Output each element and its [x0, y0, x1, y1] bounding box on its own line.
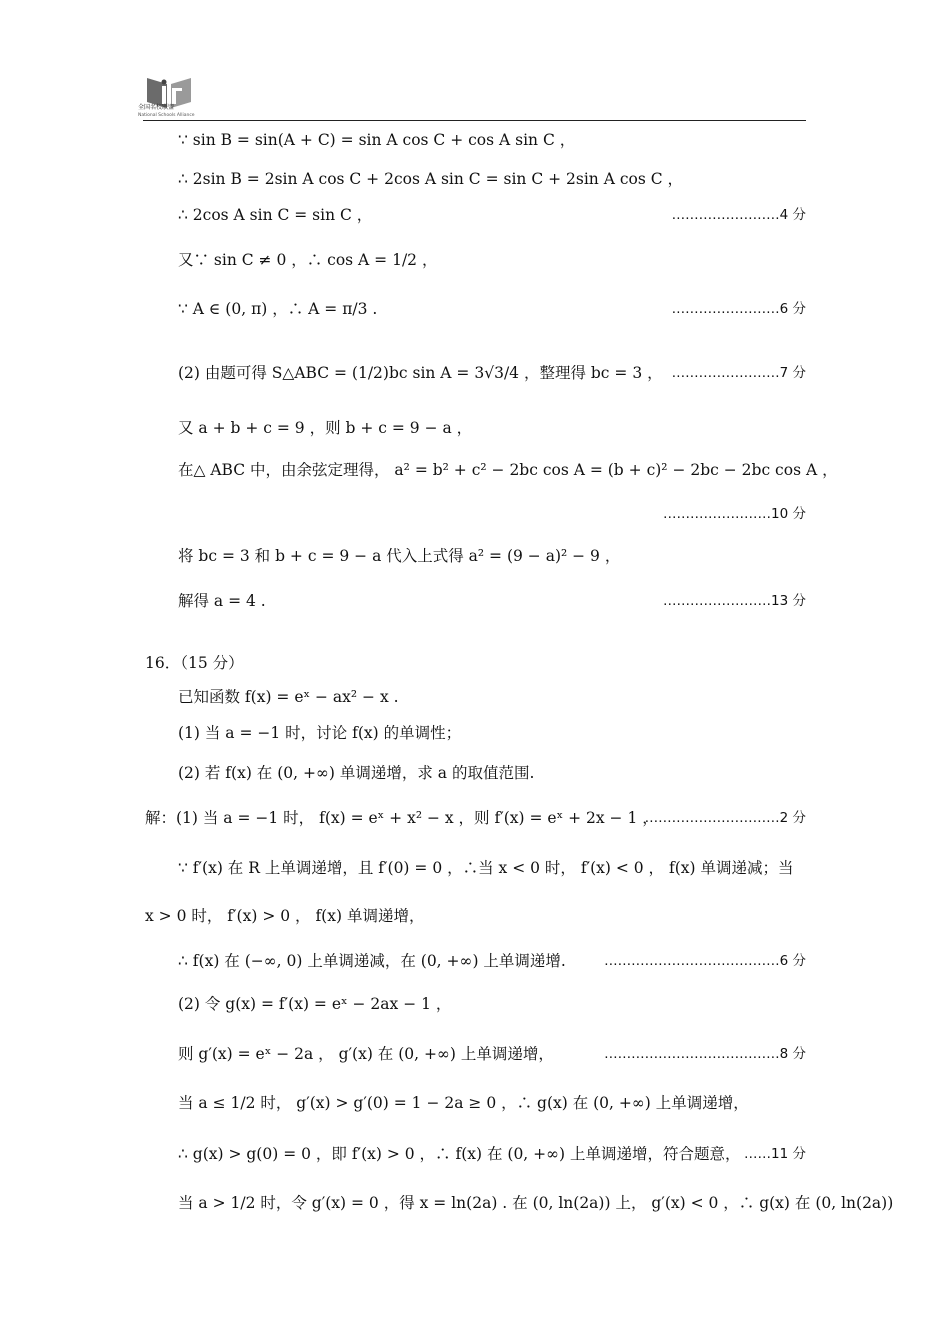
text-line: 解：(1) 当 a = −1 时， f(x) = eˣ + x² − x ，则 f′(x) = eˣ + 2x − 1 ，: [145, 809, 658, 827]
score-marker: ……………………13 分: [663, 593, 806, 609]
text-line: ∵ sin B = sin(A + C) = sin A cos C + cos A sin C ，: [178, 131, 576, 149]
text-line: 16．（15 分）: [145, 654, 244, 672]
text-line: 当 a > 1/2 时，令 g′(x) = 0 ，得 x = ln(2a) . 在 (0, ln(2a)) 上， g′(x) < 0 ，∴ g(x) 在 (0, ln(2a)): [178, 1194, 894, 1212]
text-line: (2) 由题可得 S△ABC = (1/2)bc sin A = 3√3/4 ，整理得 bc = 3 ，: [178, 364, 663, 382]
text-line: x > 0 时， f′(x) > 0 ， f(x) 单调递增，: [145, 907, 425, 925]
text-line: ∴ f(x) 在 (−∞, 0) 上单调递减，在 (0, +∞) 上单调递增.: [178, 952, 566, 970]
score-marker: …………………………………8 分: [604, 1046, 806, 1062]
text-line: ∵ f′(x) 在 R 上单调递增，且 f′(0) = 0 ，∴当 x < 0 时， f′(x) < 0 ， f(x) 单调递减；当: [178, 859, 794, 877]
logo-en: National Schools Alliance: [138, 113, 195, 118]
text-line: (2) 若 f(x) 在 (0, +∞) 单调递增，求 a 的取值范围.: [178, 764, 535, 782]
text-line: 则 g′(x) = eˣ − 2a ， g′(x) 在 (0, +∞) 上单调递增，: [178, 1045, 554, 1063]
logo-cn: 全国名校联盟: [138, 104, 175, 111]
score-marker: ……11 分: [744, 1146, 806, 1162]
score-marker: …………………………………6 分: [604, 953, 806, 969]
score-marker: ……………………10 分: [663, 506, 806, 522]
score-marker: ……………………4 分: [671, 207, 806, 223]
text-line: 又∵ sin C ≠ 0 ，∴ cos A = 1/2 ，: [178, 251, 438, 269]
score-marker: …………………………2 分: [644, 810, 806, 826]
score-marker: ……………………6 分: [671, 301, 806, 317]
text-line: 在△ ABC 中，由余弦定理得， a² = b² + c² − 2bc cos A = (b + c)² − 2bc − 2bc cos A ，: [178, 461, 838, 479]
text-line: 当 a ≤ 1/2 时， g′(x) > g′(0) = 1 − 2a ≥ 0 ，∴ g(x) 在 (0, +∞) 上单调递增，: [178, 1094, 749, 1112]
text-line: ∴ g(x) > g(0) = 0 ，即 f′(x) > 0 ，∴ f(x) 在 (0, +∞) 上单调递增，符合题意，: [178, 1145, 741, 1163]
text-line: ∴ 2cos A sin C = sin C ，: [178, 206, 373, 224]
text-line: (2) 令 g(x) = f′(x) = eˣ − 2ax − 1 ，: [178, 995, 452, 1013]
text-line: 已知函数 f(x) = eˣ − ax² − x .: [178, 688, 399, 706]
text-line: ∵ A ∈ (0, π) ，∴ A = π/3 .: [178, 300, 378, 318]
logo-caption: [138, 104, 208, 120]
text-line: ∴ 2sin B = 2sin A cos C + 2cos A sin C = sin C + 2sin A cos C ，: [178, 170, 684, 188]
score-marker: ……………………7 分: [671, 365, 806, 381]
text-line: 解得 a = 4 .: [178, 592, 266, 610]
text-line: (1) 当 a = −1 时，讨论 f(x) 的单调性；: [178, 724, 462, 742]
text-line: 又 a + b + c = 9 ，则 b + c = 9 − a ，: [178, 419, 473, 437]
header-rule: [143, 120, 806, 121]
text-line: 将 bc = 3 和 b + c = 9 − a 代入上式得 a² = (9 − a)² − 9 ，: [178, 547, 621, 565]
